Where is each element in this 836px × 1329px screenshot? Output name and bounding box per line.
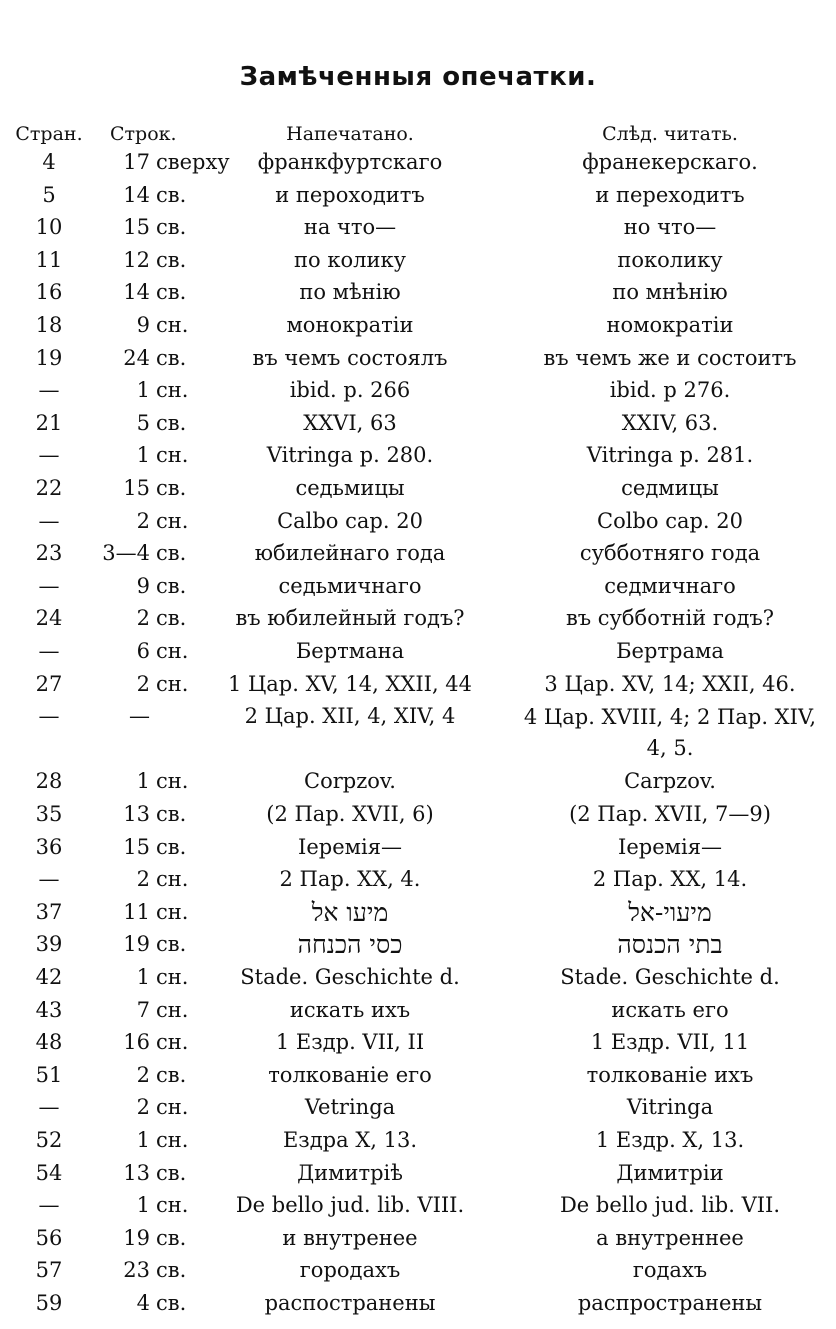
cell-page: 42 [35, 965, 63, 989]
header-page: Стран. [15, 123, 83, 145]
cell-read: искать его [611, 997, 729, 1022]
cell-line-direction: сн. [156, 671, 189, 696]
table-row [0, 244, 836, 277]
cell-line-number: 1 [136, 1128, 150, 1152]
cell-printed: מיעו אל [311, 897, 389, 927]
cell-printed: и пероходитъ [275, 182, 425, 207]
cell-read: בתי הכנסה [617, 930, 723, 960]
cell-printed: толкованіе его [268, 1062, 432, 1087]
table-row [0, 211, 836, 244]
cell-line-direction: сн. [156, 997, 189, 1022]
cell-page: 28 [35, 769, 63, 794]
header-printed: Напечатано. [286, 123, 414, 145]
cell-printed: юбилейнаго года [254, 541, 446, 566]
cell-line-direction: сн. [156, 965, 189, 989]
cell-printed: Іеремія— [298, 834, 402, 859]
table-row [0, 1254, 836, 1287]
cell-line-number: 2 [136, 867, 150, 892]
cell-printed: XXVI, 63 [303, 410, 397, 435]
cell-page: 11 [35, 247, 63, 272]
cell-read: Vitringa [626, 1095, 714, 1120]
cell-printed: ibid. p. 266 [289, 378, 411, 403]
cell-line-number: 16 [123, 1030, 150, 1055]
cell-page: 52 [35, 1128, 63, 1152]
cell-read: ibid. p 276. [609, 378, 731, 403]
cell-line-number: 17 [123, 150, 150, 174]
cell-read: Colbo cap. 20 [597, 508, 743, 533]
cell-page: — [38, 573, 60, 598]
table-row [0, 1059, 836, 1092]
cell-printed: Corpzov. [304, 769, 396, 794]
cell-line-direction: св. [156, 573, 187, 598]
cell-line-number: 14 [123, 280, 150, 305]
cell-page: 39 [35, 932, 63, 957]
cell-line-number: 4 [136, 1291, 150, 1315]
cell-read: и переходитъ [595, 182, 745, 207]
cell-line-number: 12 [123, 247, 150, 272]
cell-line-direction: св. [156, 247, 187, 272]
cell-page: — [38, 1095, 60, 1120]
cell-line-number: 2 [136, 1095, 150, 1120]
cell-read: Stade. Geschichte d. [560, 965, 780, 989]
cell-read: въ субботній годъ? [565, 606, 775, 631]
cell-page: 23 [35, 541, 63, 566]
cell-line-number: 23 [123, 1258, 150, 1283]
cell-read: Carpzov. [624, 769, 716, 794]
cell-read: Іеремія— [618, 834, 722, 859]
table-row [0, 537, 836, 570]
cell-line-number: 13 [123, 802, 150, 826]
cell-line-number: 19 [123, 932, 150, 957]
header-line: Строк. [110, 123, 177, 145]
cell-read: поколику [617, 247, 723, 272]
cell-printed: седьмицы [295, 476, 405, 500]
cell-line-number: 9 [136, 313, 150, 337]
cell-page: — [38, 867, 60, 892]
cell-page: 24 [35, 606, 63, 631]
cell-line-direction: св. [156, 215, 187, 240]
cell-line-number: 11 [123, 899, 150, 924]
cell-line-number: 7 [136, 997, 150, 1022]
table-row [0, 374, 836, 407]
cell-line-direction: сн. [156, 867, 189, 892]
table-row [0, 798, 836, 831]
table-row [0, 1222, 836, 1255]
table-row [0, 146, 836, 179]
cell-printed: Vitringa p. 280. [266, 443, 434, 468]
cell-read: въ чемъ же и состоитъ [543, 345, 797, 370]
table-row [0, 668, 836, 701]
cell-read: но что— [623, 215, 717, 240]
cell-printed: распостранены [264, 1291, 436, 1315]
cell-page: 27 [35, 671, 63, 696]
table-row [0, 700, 836, 764]
cell-printed: Бертмана [295, 639, 405, 663]
cell-line-direction: св. [156, 476, 187, 500]
table-row [0, 179, 836, 212]
cell-printed: 1 Ездр. VII, II [275, 1030, 425, 1055]
cell-line-number: 9 [136, 573, 150, 598]
cell-line-number: 5 [136, 410, 150, 435]
cell-printed: Димитріѣ [297, 1160, 403, 1185]
cell-line-direction: св. [156, 1225, 187, 1250]
cell-page: — [38, 443, 60, 468]
cell-line-number: 2 [136, 671, 150, 696]
cell-line-number: 24 [123, 345, 150, 370]
cell-printed: седьмичнаго [278, 573, 422, 598]
cell-page: 43 [35, 997, 63, 1022]
cell-read: 1 Ездр. X, 13. [595, 1128, 745, 1152]
cell-page: 48 [35, 1030, 63, 1055]
cell-page: 22 [35, 476, 63, 500]
cell-read: распространены [577, 1291, 763, 1315]
cell-printed: Calbo cap. 20 [277, 508, 423, 533]
table-row [0, 831, 836, 864]
cell-page: 35 [35, 802, 63, 826]
cell-printed: 2 Пар. XX, 4. [279, 867, 421, 892]
cell-line-direction: сверху [156, 150, 230, 174]
cell-page: 21 [35, 410, 63, 435]
cell-line-direction: св. [156, 1258, 187, 1283]
cell-read: De bello jud. lib. VII. [559, 1193, 781, 1218]
cell-read: XXIV, 63. [621, 410, 719, 435]
cell-printed: въ юбилейный годъ? [235, 606, 465, 631]
cell-page: 10 [35, 215, 63, 240]
cell-line-direction: сн. [156, 508, 189, 533]
cell-read: Бертрама [616, 639, 724, 663]
cell-printed: כסי הכנחה [297, 930, 403, 960]
cell-line-direction: сн. [156, 443, 189, 468]
cell-line-direction: св. [156, 541, 187, 566]
page-title: Замѣченныя опечатки. [239, 62, 597, 92]
cell-read: 4 Цар. XVIII, 4; 2 Пар. XIV, 4, 5. [523, 705, 817, 761]
table-row [0, 407, 836, 440]
cell-line-direction: св. [156, 606, 187, 631]
cell-read: седмичнаго [604, 573, 736, 598]
cell-read: Vitringa p. 281. [586, 443, 754, 468]
cell-line-direction: сн. [156, 378, 189, 403]
cell-printed: и внутренее [282, 1225, 418, 1250]
cell-line-number: 2 [136, 606, 150, 631]
cell-line-direction: сн. [156, 313, 189, 337]
table-row [0, 570, 836, 603]
cell-page: 59 [35, 1291, 63, 1315]
cell-page: 16 [35, 280, 63, 305]
cell-read: Димитріи [616, 1160, 724, 1185]
cell-line-direction: св. [156, 1160, 187, 1185]
table-row [0, 765, 836, 798]
cell-line-number: 3—4 [102, 541, 150, 566]
cell-read: 2 Пар. XX, 14. [592, 867, 748, 892]
cell-line-direction: сн. [156, 1030, 189, 1055]
cell-printed: франкфуртскаго [257, 150, 443, 174]
cell-read: по мнѣнію [612, 280, 728, 305]
cell-printed: по колику [294, 247, 406, 272]
cell-line-number: 1 [136, 965, 150, 989]
table-row [0, 1157, 836, 1190]
cell-line-number: 1 [136, 378, 150, 403]
table-row [0, 1026, 836, 1059]
cell-line-direction: сн. [156, 639, 189, 663]
cell-read: франекерскаго. [582, 150, 758, 174]
cell-printed: 2 Цар. XII, 4, XIV, 4 [244, 704, 456, 729]
cell-line-number: 19 [123, 1225, 150, 1250]
cell-printed: искать ихъ [289, 997, 411, 1022]
cell-line-number: 13 [123, 1160, 150, 1185]
table-row [0, 1091, 836, 1124]
cell-line-direction: св. [156, 410, 187, 435]
cell-read: номократіи [606, 313, 734, 337]
cell-read: седмицы [621, 476, 719, 500]
cell-read: (2 Пар. XVII, 7—9) [569, 802, 771, 826]
table-row [0, 602, 836, 635]
cell-page: — [38, 508, 60, 533]
table-row [0, 309, 836, 342]
cell-read: а внутреннее [596, 1225, 744, 1250]
cell-line-direction: сн. [156, 769, 189, 794]
header-read: Слѣд. читать. [602, 123, 738, 145]
cell-line-direction: св. [156, 1062, 187, 1087]
cell-printed: Ездра X, 13. [282, 1128, 418, 1152]
cell-printed: въ чемъ состоялъ [252, 345, 448, 370]
cell-page: 19 [35, 345, 63, 370]
cell-line-number: 1 [136, 443, 150, 468]
cell-line-direction: св. [156, 834, 187, 859]
cell-line-number: 2 [136, 508, 150, 533]
cell-printed: 1 Цар. XV, 14, XXII, 44 [227, 671, 473, 696]
cell-read: 3 Цар. XV, 14; XXII, 46. [544, 671, 796, 696]
cell-printed: монократіи [286, 313, 414, 337]
cell-page: 57 [35, 1258, 63, 1283]
table-row [0, 635, 836, 668]
cell-line-number: 1 [136, 1193, 150, 1218]
cell-printed: (2 Пар. XVII, 6) [266, 802, 434, 826]
table-row [0, 505, 836, 538]
cell-printed: Vetringa [304, 1095, 396, 1120]
table-row [0, 1189, 836, 1222]
cell-read: 1 Ездр. VII, 11 [590, 1030, 750, 1055]
table-row [0, 896, 836, 929]
cell-page: 18 [35, 313, 63, 337]
cell-page: 5 [42, 182, 56, 207]
table-row [0, 961, 836, 994]
cell-line-direction: св. [156, 932, 187, 957]
cell-line-number: — [129, 704, 150, 729]
table-row [0, 928, 836, 961]
cell-page: — [38, 1193, 60, 1218]
cell-line-number: 2 [136, 1062, 150, 1087]
cell-page: 56 [35, 1225, 63, 1250]
table-row [0, 472, 836, 505]
cell-line-number: 6 [136, 639, 150, 663]
cell-page: 4 [42, 150, 56, 174]
cell-line-number: 15 [123, 834, 150, 859]
cell-line-direction: св. [156, 280, 187, 305]
cell-page: 54 [35, 1160, 63, 1185]
table-row [0, 439, 836, 472]
cell-line-direction: св. [156, 802, 187, 826]
cell-printed: на что— [303, 215, 397, 240]
cell-page: — [38, 639, 60, 663]
cell-line-direction: сн. [156, 1095, 189, 1120]
cell-line-number: 15 [123, 215, 150, 240]
table-row [0, 276, 836, 309]
cell-printed: по мѣнію [299, 280, 401, 305]
table-row [0, 1124, 836, 1157]
table-row [0, 342, 836, 375]
cell-read: מיעוי-אל [628, 897, 712, 927]
cell-read: толкованіе ихъ [586, 1062, 754, 1087]
cell-printed: городахъ [299, 1258, 401, 1283]
cell-page: — [38, 704, 60, 729]
cell-line-number: 14 [123, 182, 150, 207]
cell-line-direction: св. [156, 182, 187, 207]
table-row [0, 994, 836, 1027]
cell-line-direction: сн. [156, 1128, 189, 1152]
cell-line-direction: сн. [156, 1193, 189, 1218]
cell-line-direction: сн. [156, 899, 189, 924]
table-row [0, 1287, 836, 1320]
cell-page: 51 [35, 1062, 63, 1087]
cell-line-direction: св. [156, 1291, 187, 1315]
cell-page: 36 [35, 834, 63, 859]
cell-page: — [38, 378, 60, 403]
cell-read: субботняго года [579, 541, 761, 566]
cell-line-number: 1 [136, 769, 150, 794]
cell-printed: Stade. Geschichte d. [240, 965, 460, 989]
cell-read: годахъ [632, 1258, 708, 1283]
table-row [0, 863, 836, 896]
cell-line-direction: св. [156, 345, 187, 370]
cell-page: 37 [35, 899, 63, 924]
cell-line-number: 15 [123, 476, 150, 500]
cell-printed: De bello jud. lib. VIII. [235, 1193, 465, 1218]
